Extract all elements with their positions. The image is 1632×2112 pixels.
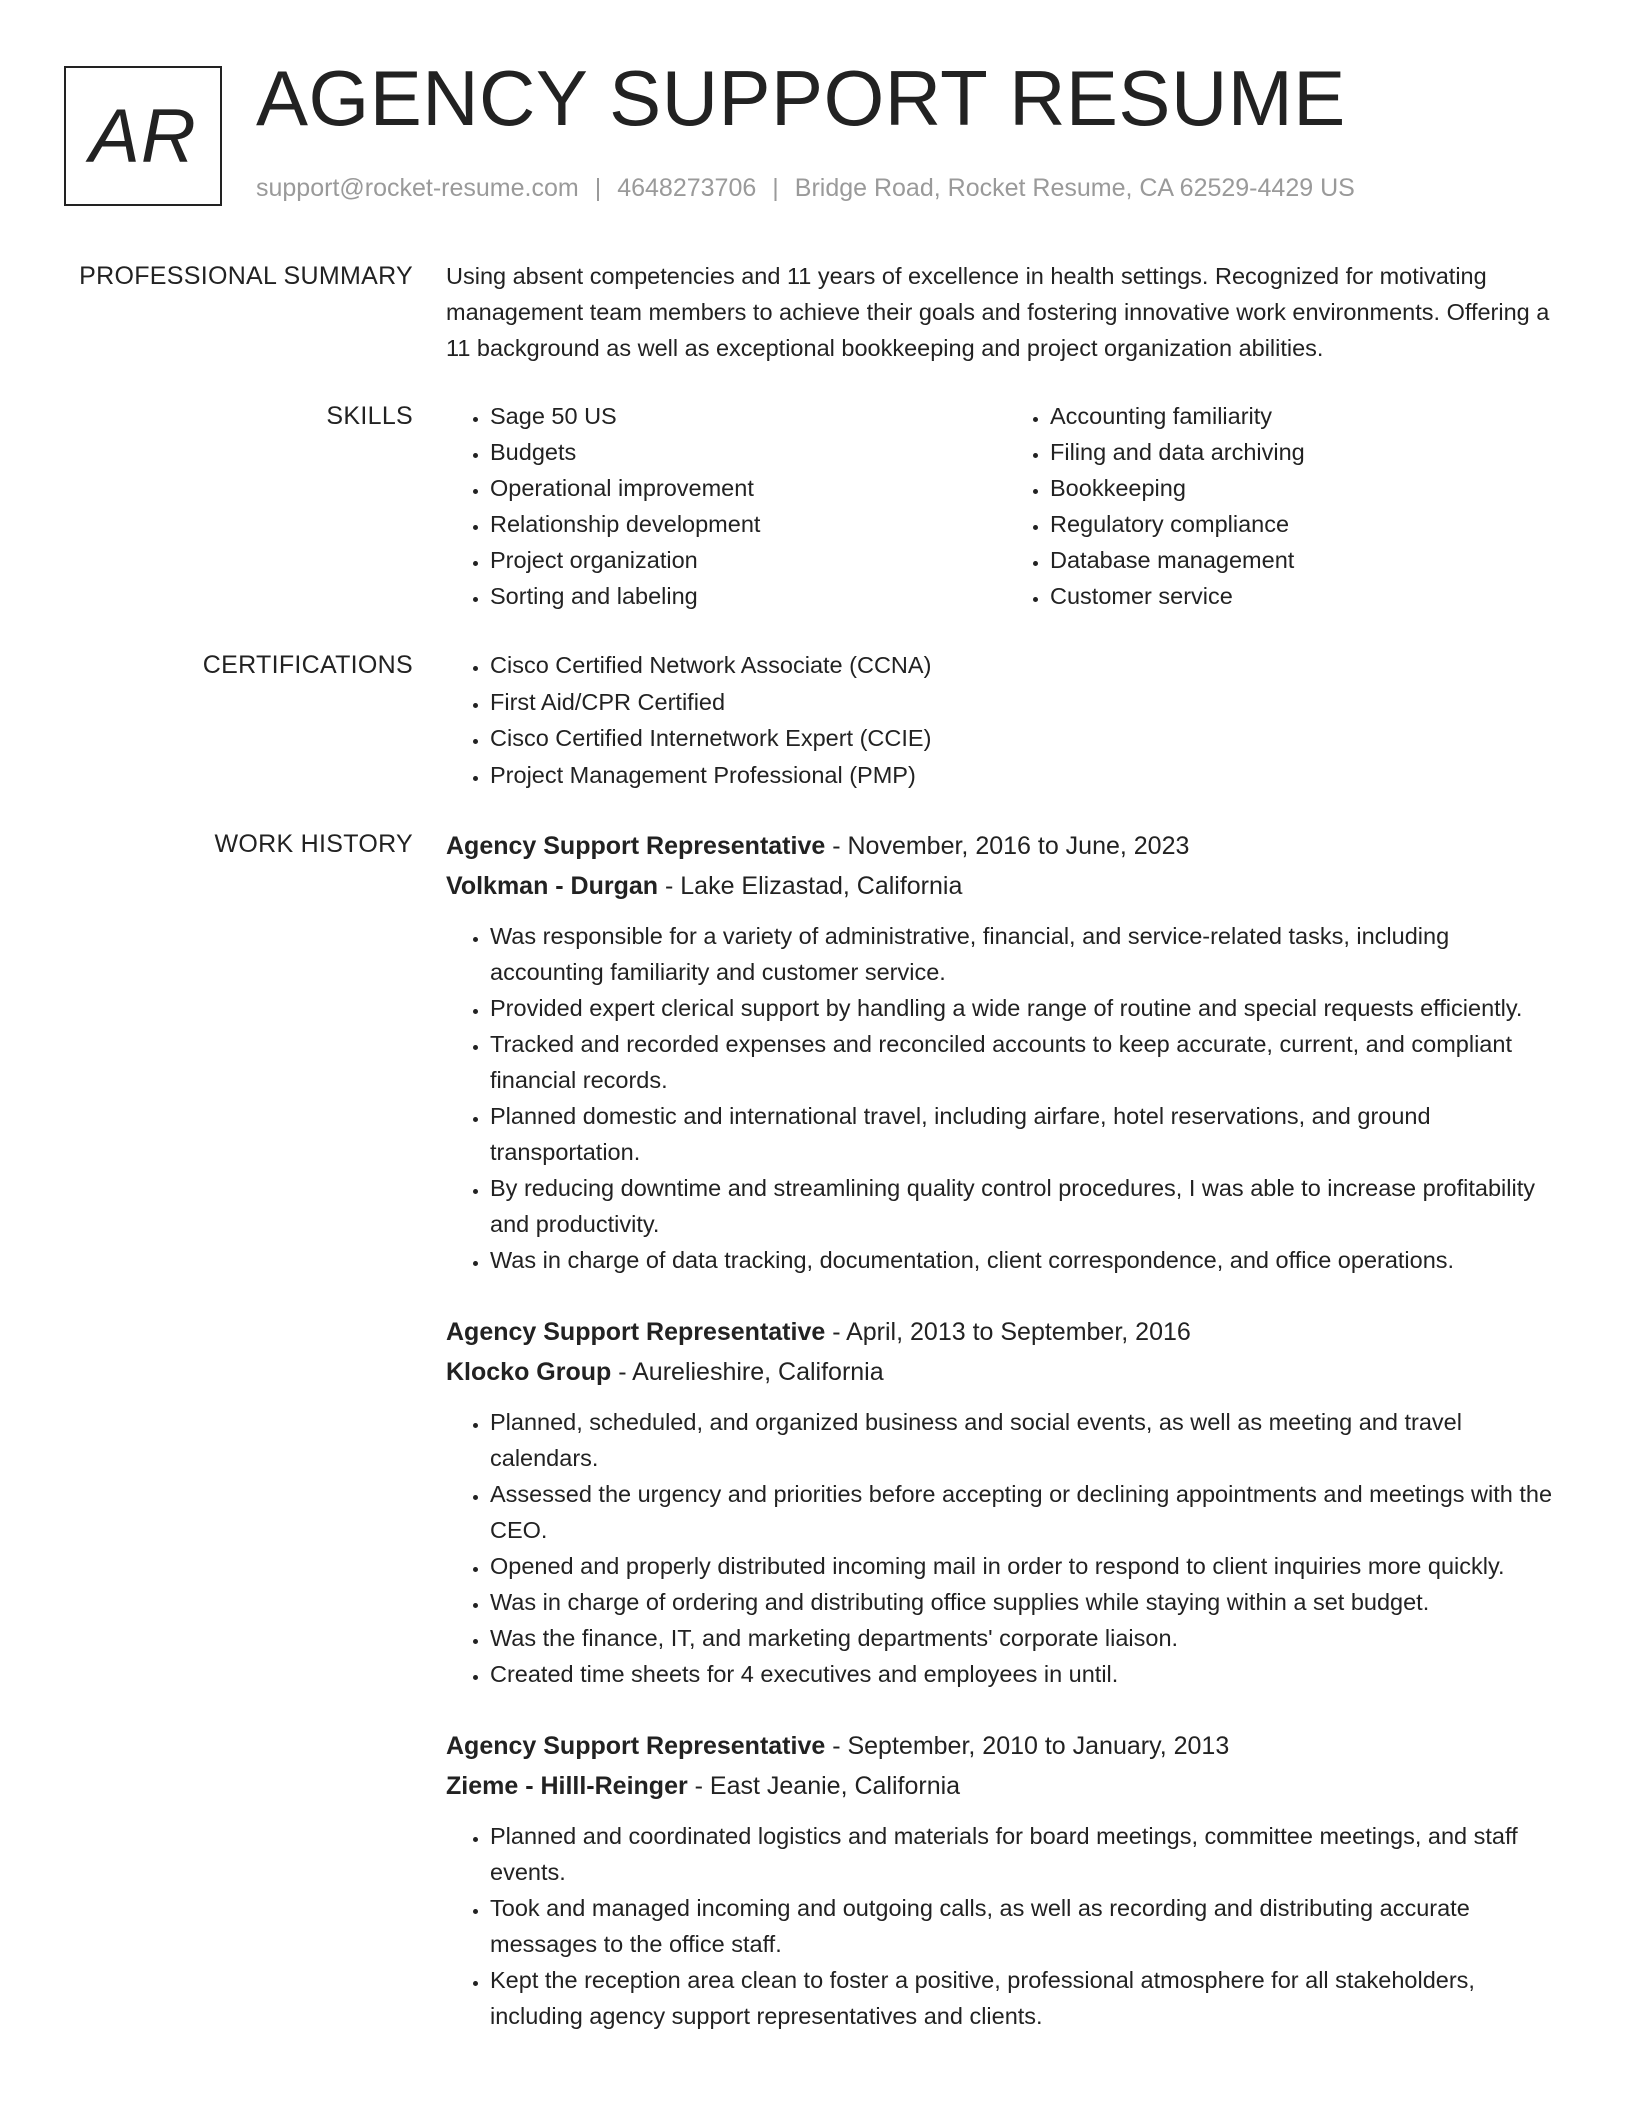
- resume-title: AGENCY SUPPORT RESUME: [256, 54, 1346, 142]
- certifications-list: [446, 647, 1566, 793]
- skill-item: • Operational improvement: [490, 470, 1006, 506]
- skill-item: • Project organization: [490, 542, 1006, 578]
- job-bullet: • Planned, scheduled, and organized business and social events, as well as meeting and travel calendars.: [490, 1404, 1566, 1476]
- contact-address: Bridge Road, Rocket Resume, CA 62529-4429 US: [794, 174, 1355, 202]
- section-label-work-history: WORK HISTORY: [214, 830, 413, 858]
- job-bullets: [446, 1818, 1566, 2034]
- job-bullets: [446, 1404, 1566, 1692]
- skills-list-right: [1006, 398, 1566, 614]
- job-title-line: [446, 1726, 1566, 1766]
- job-entry: [446, 1312, 1566, 1692]
- job-dates: - September, 2010 to January, 2013: [825, 1732, 1230, 1760]
- certification-item: • Cisco Certified Internetwork Expert (CCIE): [490, 720, 1566, 756]
- job-bullet: • Assessed the urgency and priorities before accepting or declining appointments and meetings with the CEO.: [490, 1476, 1566, 1548]
- contact-email[interactable]: support@rocket-resume.com: [256, 174, 579, 202]
- contact-line: [256, 174, 1355, 203]
- skill-item: • Sage 50 US: [490, 398, 1006, 434]
- job-company: Klocko Group: [446, 1358, 612, 1386]
- contact-separator: |: [594, 174, 602, 202]
- job-bullet: • Was in charge of data tracking, documentation, client correspondence, and office operations.: [490, 1242, 1566, 1278]
- skill-item: • Database management: [1050, 542, 1566, 578]
- certification-item: • Project Management Professional (PMP): [490, 757, 1566, 793]
- work-history-list: [446, 826, 1566, 2068]
- skill-item: • Relationship development: [490, 506, 1006, 542]
- job-bullet: • Planned and coordinated logistics and materials for board meetings, committee meetings, and staff events.: [490, 1818, 1566, 1890]
- job-location: - Lake Elizastad, California: [658, 872, 963, 900]
- job-bullet: • Created time sheets for 4 executives and employees in until.: [490, 1656, 1566, 1692]
- job-bullet: • Was responsible for a variety of administrative, financial, and service-related tasks, including accounting familiarity and customer service.: [490, 918, 1566, 990]
- skill-item: • Budgets: [490, 434, 1006, 470]
- skill-item: • Customer service: [1050, 578, 1566, 614]
- job-company: Volkman - Durgan: [446, 872, 659, 900]
- job-company-line: [446, 866, 1566, 906]
- job-company-line: [446, 1352, 1566, 1392]
- job-title: Agency Support Representative: [446, 1732, 826, 1760]
- section-label-summary: PROFESSIONAL SUMMARY: [79, 262, 413, 290]
- job-title-line: [446, 1312, 1566, 1352]
- job-location: - Aurelieshire, California: [611, 1358, 884, 1386]
- job-bullet: • Tracked and recorded expenses and reconciled accounts to keep accurate, current, and compliant financial records.: [490, 1026, 1566, 1098]
- job-bullet: • Was in charge of ordering and distributing office supplies while staying within a set budget.: [490, 1584, 1566, 1620]
- skill-item: • Accounting familiarity: [1050, 398, 1566, 434]
- skills-list-left: [446, 398, 1006, 614]
- job-entry: [446, 826, 1566, 1278]
- job-bullet: • By reducing downtime and streamlining quality control procedures, I was able to increase profitability and productivity.: [490, 1170, 1566, 1242]
- job-bullet: • Provided expert clerical support by handling a wide range of routine and special requests efficiently.: [490, 990, 1566, 1026]
- job-bullet: • Opened and properly distributed incoming mail in order to respond to client inquiries more quickly.: [490, 1548, 1566, 1584]
- job-bullets: [446, 918, 1566, 1278]
- job-title-line: [446, 826, 1566, 866]
- contact-separator: |: [772, 174, 779, 202]
- skill-item: • Bookkeeping: [1050, 470, 1566, 506]
- skill-item: • Regulatory compliance: [1050, 506, 1566, 542]
- skill-item: • Sorting and labeling: [490, 578, 1006, 614]
- job-company: Zieme - Hilll-Reinger: [446, 1772, 688, 1800]
- job-title: Agency Support Representative: [446, 832, 826, 860]
- job-company-line: [446, 1766, 1566, 1806]
- job-entry: [446, 1726, 1566, 2034]
- job-bullet: • Took and managed incoming and outgoing calls, as well as recording and distributing accurate messages to the office staff.: [490, 1890, 1566, 1962]
- section-label-certifications: CERTIFICATIONS: [202, 651, 413, 679]
- certification-item: • First Aid/CPR Certified: [490, 684, 1566, 720]
- job-bullet: • Was the finance, IT, and marketing departments' corporate liaison.: [490, 1620, 1566, 1656]
- job-bullet: • Kept the reception area clean to foster a positive, professional atmosphere for all stakeholders, including agency support representatives and clients.: [490, 1962, 1566, 2034]
- skill-item: • Filing and data archiving: [1050, 434, 1566, 470]
- job-title: Agency Support Representative: [446, 1318, 826, 1346]
- job-bullet: • Planned domestic and international travel, including airfare, hotel reservations, and ground transportation.: [490, 1098, 1566, 1170]
- summary-text: Using absent competencies and 11 years of excellence in health settings. Recognized for motivating management team members to achieve their goals and fostering innovative work environments. Offering a 11 background as well as exceptional bookkeeping and project organization abilities.: [446, 263, 1550, 361]
- job-location: - East Jeanie, California: [687, 1772, 961, 1800]
- job-dates: - April, 2013 to September, 2016: [825, 1318, 1191, 1346]
- job-dates: - November, 2016 to June, 2023: [825, 832, 1190, 860]
- certification-item: • Cisco Certified Network Associate (CCNA): [490, 647, 1566, 683]
- initials-monogram: AR: [64, 66, 222, 206]
- section-label-skills: SKILLS: [326, 402, 413, 430]
- contact-phone[interactable]: 4648273706: [617, 174, 757, 202]
